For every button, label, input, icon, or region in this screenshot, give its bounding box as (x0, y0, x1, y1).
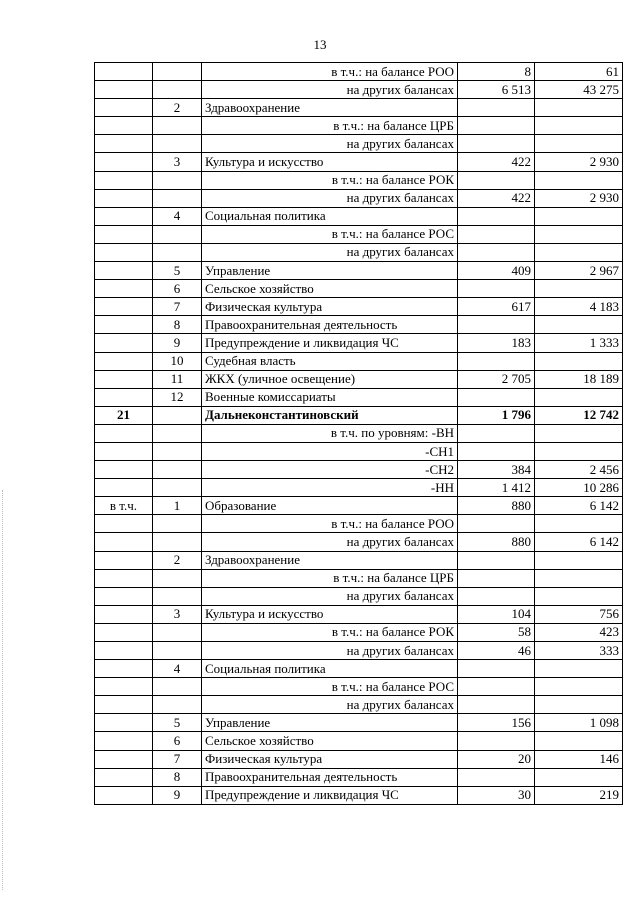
value-cell-2: 2 967 (535, 262, 623, 280)
table-row (95, 479, 623, 497)
number-cell (153, 189, 202, 207)
number-cell (153, 171, 202, 189)
group-cell (95, 243, 153, 261)
value-cell-2: 219 (535, 786, 623, 804)
group-cell (95, 750, 153, 768)
value-cell-2: 2 930 (535, 189, 623, 207)
table-row (95, 171, 623, 189)
name-cell: Военные комиссариаты (202, 388, 458, 406)
number-cell: 6 (153, 732, 202, 750)
value-cell-1 (458, 678, 535, 696)
group-cell (95, 225, 153, 243)
name-cell: Социальная политика (202, 660, 458, 678)
name-cell: на других балансах (202, 696, 458, 714)
name-cell: в т.ч.: на балансе РОС (202, 678, 458, 696)
number-cell (153, 515, 202, 533)
scan-margin-line (2, 490, 4, 890)
value-cell-1 (458, 587, 535, 605)
group-cell (95, 352, 153, 370)
value-cell-1: 422 (458, 189, 535, 207)
table-row (95, 642, 623, 660)
group-cell (95, 189, 153, 207)
value-cell-2: 4 183 (535, 298, 623, 316)
group-cell (95, 768, 153, 786)
table-row (95, 298, 623, 316)
value-cell-2: 61 (535, 63, 623, 81)
value-cell-1 (458, 316, 535, 334)
value-cell-2: 10 286 (535, 479, 623, 497)
value-cell-1 (458, 352, 535, 370)
group-cell (95, 515, 153, 533)
number-cell: 3 (153, 605, 202, 623)
group-cell (95, 786, 153, 804)
value-cell-1 (458, 135, 535, 153)
value-cell-1: 20 (458, 750, 535, 768)
number-cell (153, 479, 202, 497)
group-cell (95, 461, 153, 479)
group-cell (95, 117, 153, 135)
table-row (95, 732, 623, 750)
table-row (95, 388, 623, 406)
group-cell (95, 424, 153, 442)
group-cell (95, 280, 153, 298)
number-cell: 4 (153, 207, 202, 225)
number-cell: 4 (153, 660, 202, 678)
name-cell: на других балансах (202, 189, 458, 207)
value-cell-2: 6 142 (535, 533, 623, 551)
number-cell (153, 533, 202, 551)
table-row (95, 189, 623, 207)
value-cell-1 (458, 424, 535, 442)
name-cell: Дальнеконстантиновский (202, 406, 458, 424)
number-cell (153, 696, 202, 714)
value-cell-1 (458, 515, 535, 533)
table-row (95, 243, 623, 261)
value-cell-2 (535, 280, 623, 298)
name-cell: в т.ч.: на балансе ЦРБ (202, 117, 458, 135)
table-row (95, 334, 623, 352)
number-cell (153, 243, 202, 261)
number-cell (153, 678, 202, 696)
number-cell: 8 (153, 316, 202, 334)
table-row (95, 352, 623, 370)
table-row (95, 153, 623, 171)
value-cell-2 (535, 316, 623, 334)
table-row (95, 81, 623, 99)
value-cell-2: 43 275 (535, 81, 623, 99)
group-cell (95, 316, 153, 334)
table-row (95, 605, 623, 623)
value-cell-1 (458, 660, 535, 678)
group-cell (95, 533, 153, 551)
name-cell: Сельское хозяйство (202, 280, 458, 298)
budget-table (94, 62, 623, 805)
value-cell-1 (458, 732, 535, 750)
value-cell-1: 8 (458, 63, 535, 81)
number-cell (153, 63, 202, 81)
value-cell-2: 1 098 (535, 714, 623, 732)
name-cell: на других балансах (202, 587, 458, 605)
number-cell: 11 (153, 370, 202, 388)
group-cell (95, 171, 153, 189)
value-cell-2 (535, 768, 623, 786)
number-cell: 7 (153, 750, 202, 768)
table-row (95, 262, 623, 280)
name-cell: Предупреждение и ликвидация ЧС (202, 334, 458, 352)
number-cell: 9 (153, 786, 202, 804)
name-cell: на других балансах (202, 642, 458, 660)
name-cell: в т.ч.: на балансе РОО (202, 63, 458, 81)
name-cell: Правоохранительная деятельность (202, 768, 458, 786)
number-cell (153, 569, 202, 587)
value-cell-2 (535, 243, 623, 261)
name-cell: -СН2 (202, 461, 458, 479)
group-cell (95, 714, 153, 732)
value-cell-1 (458, 696, 535, 714)
value-cell-1 (458, 171, 535, 189)
table-row (95, 533, 623, 551)
table-row (95, 678, 623, 696)
table-row (95, 587, 623, 605)
value-cell-1: 6 513 (458, 81, 535, 99)
name-cell: на других балансах (202, 81, 458, 99)
name-cell: ЖКХ (уличное освещение) (202, 370, 458, 388)
number-cell: 5 (153, 262, 202, 280)
number-cell (153, 117, 202, 135)
value-cell-2 (535, 678, 623, 696)
table-row (95, 551, 623, 569)
value-cell-2 (535, 171, 623, 189)
value-cell-1 (458, 569, 535, 587)
name-cell: в т.ч.: на балансе РОО (202, 515, 458, 533)
value-cell-1: 104 (458, 605, 535, 623)
name-cell: в т.ч.: на балансе ЦРБ (202, 569, 458, 587)
value-cell-2 (535, 207, 623, 225)
name-cell: -СН1 (202, 442, 458, 460)
number-cell: 5 (153, 714, 202, 732)
value-cell-1: 46 (458, 642, 535, 660)
value-cell-1 (458, 551, 535, 569)
value-cell-2 (535, 569, 623, 587)
group-cell (95, 63, 153, 81)
value-cell-1 (458, 99, 535, 117)
number-cell (153, 461, 202, 479)
value-cell-1 (458, 225, 535, 243)
number-cell: 6 (153, 280, 202, 298)
value-cell-1: 1 412 (458, 479, 535, 497)
value-cell-2: 2 930 (535, 153, 623, 171)
table-row (95, 370, 623, 388)
name-cell: Управление (202, 714, 458, 732)
value-cell-2: 18 189 (535, 370, 623, 388)
group-cell: в т.ч. (95, 497, 153, 515)
group-cell (95, 81, 153, 99)
value-cell-2 (535, 388, 623, 406)
number-cell (153, 587, 202, 605)
name-cell: Социальная политика (202, 207, 458, 225)
value-cell-2 (535, 225, 623, 243)
group-cell (95, 696, 153, 714)
table-row (95, 660, 623, 678)
table-row (95, 786, 623, 804)
value-cell-2: 423 (535, 623, 623, 641)
group-cell (95, 388, 153, 406)
number-cell: 2 (153, 551, 202, 569)
value-cell-2 (535, 515, 623, 533)
name-cell: в т.ч.: на балансе РОС (202, 225, 458, 243)
table-row (95, 135, 623, 153)
number-cell (153, 225, 202, 243)
table-row (95, 442, 623, 460)
value-cell-1: 880 (458, 533, 535, 551)
value-cell-2 (535, 99, 623, 117)
group-cell (95, 569, 153, 587)
value-cell-2: 12 742 (535, 406, 623, 424)
value-cell-2: 6 142 (535, 497, 623, 515)
table-row (95, 515, 623, 533)
number-cell (153, 442, 202, 460)
name-cell: Здравоохранение (202, 551, 458, 569)
table-row (95, 406, 623, 424)
number-cell: 8 (153, 768, 202, 786)
name-cell: Физическая культура (202, 298, 458, 316)
name-cell: Сельское хозяйство (202, 732, 458, 750)
value-cell-1 (458, 207, 535, 225)
number-cell: 9 (153, 334, 202, 352)
group-cell (95, 334, 153, 352)
number-cell (153, 81, 202, 99)
table-row (95, 497, 623, 515)
table-row (95, 424, 623, 442)
name-cell: Здравоохранение (202, 99, 458, 117)
group-cell (95, 262, 153, 280)
value-cell-1 (458, 388, 535, 406)
value-cell-1: 409 (458, 262, 535, 280)
value-cell-2: 146 (535, 750, 623, 768)
value-cell-1: 617 (458, 298, 535, 316)
name-cell: Управление (202, 262, 458, 280)
name-cell: Образование (202, 497, 458, 515)
group-cell (95, 99, 153, 117)
table-row (95, 696, 623, 714)
value-cell-2 (535, 135, 623, 153)
group-cell (95, 135, 153, 153)
group-cell (95, 587, 153, 605)
value-cell-2 (535, 551, 623, 569)
number-cell: 1 (153, 497, 202, 515)
value-cell-1: 1 796 (458, 406, 535, 424)
table-row (95, 280, 623, 298)
group-cell (95, 153, 153, 171)
value-cell-1 (458, 243, 535, 261)
group-cell (95, 442, 153, 460)
value-cell-1 (458, 768, 535, 786)
value-cell-1: 2 705 (458, 370, 535, 388)
value-cell-2: 756 (535, 605, 623, 623)
name-cell: на других балансах (202, 135, 458, 153)
value-cell-2: 333 (535, 642, 623, 660)
group-cell (95, 660, 153, 678)
value-cell-2 (535, 117, 623, 135)
table-row (95, 623, 623, 641)
value-cell-1: 58 (458, 623, 535, 641)
value-cell-2 (535, 352, 623, 370)
name-cell: Правоохранительная деятельность (202, 316, 458, 334)
group-cell (95, 479, 153, 497)
name-cell: в т.ч.: на балансе РОК (202, 623, 458, 641)
number-cell (153, 642, 202, 660)
table-row (95, 750, 623, 768)
page-number: 13 (313, 37, 327, 52)
group-cell (95, 732, 153, 750)
table-row (95, 461, 623, 479)
name-cell: Судебная власть (202, 352, 458, 370)
value-cell-1 (458, 280, 535, 298)
value-cell-2 (535, 696, 623, 714)
value-cell-2 (535, 424, 623, 442)
value-cell-1: 30 (458, 786, 535, 804)
value-cell-1 (458, 442, 535, 460)
group-cell (95, 207, 153, 225)
table-row (95, 117, 623, 135)
value-cell-1: 384 (458, 461, 535, 479)
table-row (95, 63, 623, 81)
value-cell-1 (458, 117, 535, 135)
group-cell (95, 623, 153, 641)
table-row (95, 225, 623, 243)
table-row (95, 99, 623, 117)
value-cell-1: 156 (458, 714, 535, 732)
group-cell (95, 551, 153, 569)
number-cell: 2 (153, 99, 202, 117)
number-cell: 3 (153, 153, 202, 171)
table-row (95, 207, 623, 225)
group-cell (95, 642, 153, 660)
name-cell: Предупреждение и ликвидация ЧС (202, 786, 458, 804)
number-cell (153, 406, 202, 424)
group-cell: 21 (95, 406, 153, 424)
table-row (95, 569, 623, 587)
value-cell-2: 1 333 (535, 334, 623, 352)
table-row (95, 316, 623, 334)
number-cell: 12 (153, 388, 202, 406)
value-cell-2 (535, 587, 623, 605)
name-cell: -НН (202, 479, 458, 497)
value-cell-1: 183 (458, 334, 535, 352)
group-cell (95, 298, 153, 316)
number-cell: 10 (153, 352, 202, 370)
name-cell: в т.ч. по уровням: -ВН (202, 424, 458, 442)
number-cell: 7 (153, 298, 202, 316)
value-cell-1: 880 (458, 497, 535, 515)
value-cell-2: 2 456 (535, 461, 623, 479)
value-cell-2 (535, 732, 623, 750)
name-cell: в т.ч.: на балансе РОК (202, 171, 458, 189)
name-cell: на других балансах (202, 533, 458, 551)
table-row (95, 768, 623, 786)
value-cell-2 (535, 442, 623, 460)
value-cell-1: 422 (458, 153, 535, 171)
name-cell: Культура и искусство (202, 153, 458, 171)
name-cell: на других балансах (202, 243, 458, 261)
value-cell-2 (535, 660, 623, 678)
name-cell: Культура и искусство (202, 605, 458, 623)
number-cell (153, 135, 202, 153)
group-cell (95, 370, 153, 388)
number-cell (153, 623, 202, 641)
group-cell (95, 678, 153, 696)
group-cell (95, 605, 153, 623)
number-cell (153, 424, 202, 442)
table-row (95, 714, 623, 732)
name-cell: Физическая культура (202, 750, 458, 768)
table-body (95, 63, 623, 805)
